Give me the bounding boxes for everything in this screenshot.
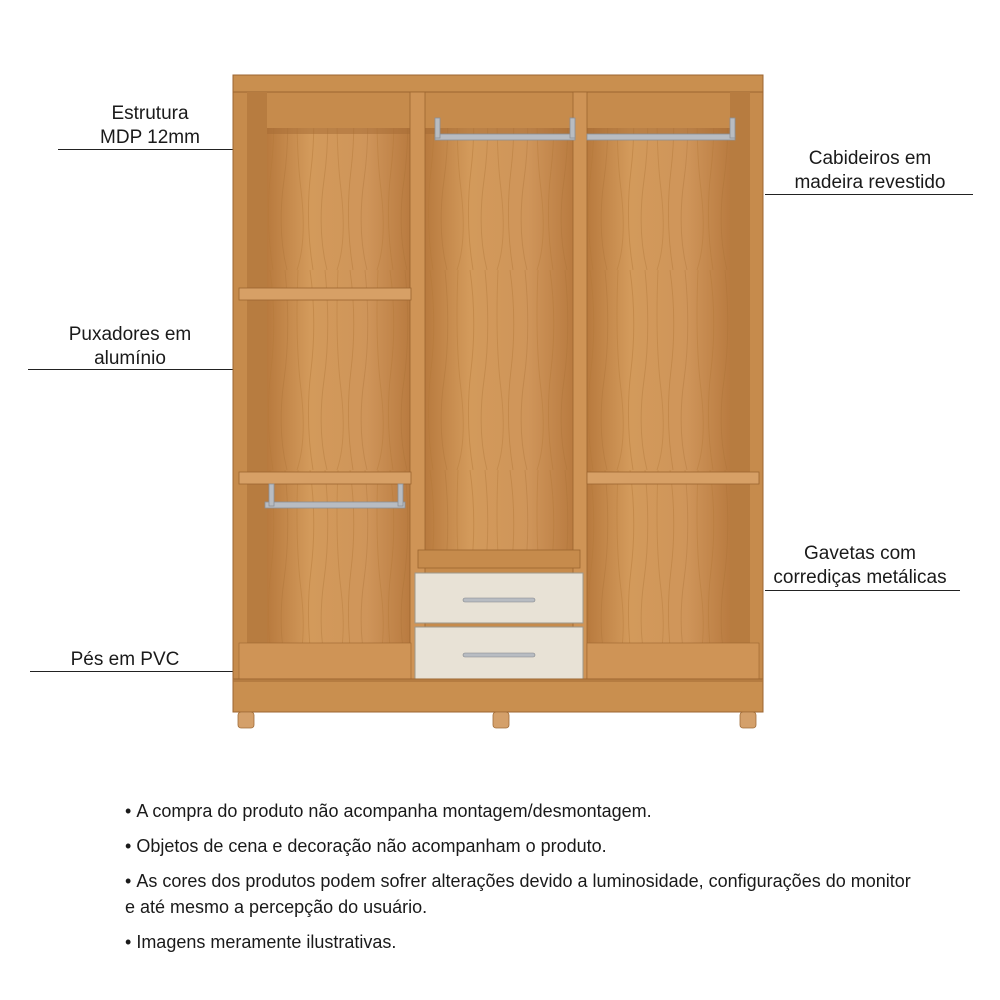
callout-gavetas bbox=[760, 542, 960, 590]
bottom-floor-left bbox=[239, 643, 411, 679]
shelf-right-1 bbox=[587, 472, 759, 484]
callout-gavetas-line1: Gavetas com bbox=[804, 543, 916, 564]
callout-estrutura bbox=[80, 102, 220, 150]
leader-line-pes bbox=[30, 671, 235, 672]
drawer-bottom bbox=[415, 627, 583, 679]
callout-puxadores bbox=[40, 323, 220, 371]
leader-line-estrutura bbox=[58, 149, 235, 150]
shelf-middle bbox=[418, 550, 580, 568]
callout-cabideiros bbox=[770, 147, 970, 195]
callout-cabideiros-line2: madeira revestido bbox=[794, 172, 946, 193]
callout-cabideiros-line1: Cabideiros em bbox=[808, 148, 932, 169]
note-item: • A compra do produto não acompanha montagem/desmontagem. bbox=[125, 801, 652, 821]
drawer-top bbox=[415, 573, 583, 623]
callout-pes bbox=[50, 648, 200, 672]
leader-line-cabideiros bbox=[765, 194, 973, 195]
callout-pes-line1: Pés em PVC bbox=[70, 649, 180, 670]
shelf-left-1 bbox=[239, 288, 411, 300]
leader-line-gavetas bbox=[765, 590, 960, 591]
bottom-floor-right bbox=[587, 643, 759, 679]
callout-puxadores-line2: alumínio bbox=[94, 348, 166, 369]
foot-left bbox=[238, 712, 254, 728]
wardrobe-illustration bbox=[225, 70, 770, 735]
top-board bbox=[233, 75, 763, 93]
shelf-left-2 bbox=[239, 472, 411, 484]
foot-middle bbox=[493, 712, 509, 728]
callout-estrutura-line1: Estrutura bbox=[111, 103, 189, 124]
callout-gavetas-line2: corrediças metálicas bbox=[773, 567, 947, 588]
base-plinth bbox=[233, 679, 763, 712]
leader-line-puxadores bbox=[28, 369, 235, 370]
note-text: Objetos de cena e decoração não acompanham o produto. bbox=[136, 836, 607, 856]
callout-estrutura-line2: MDP 12mm bbox=[100, 127, 200, 148]
drawer-handle-top bbox=[463, 598, 535, 602]
drawer-handle-bottom bbox=[463, 653, 535, 657]
notes-list bbox=[125, 798, 915, 964]
note-text: As cores dos produtos podem sofrer alterações devido a luminosidade, configurações do monitor e até mesmo a percepção do usuário. bbox=[125, 871, 911, 917]
note-text: A compra do produto não acompanha montagem/desmontagem. bbox=[136, 801, 652, 821]
note-item: • Objetos de cena e decoração não acompanham o produto. bbox=[125, 836, 607, 856]
note-text: Imagens meramente ilustrativas. bbox=[136, 932, 397, 952]
note-item: • As cores dos produtos podem sofrer alterações devido a luminosidade, configurações do monitor e até mesmo a percepção do usuário. bbox=[125, 871, 911, 917]
note-item: • Imagens meramente ilustrativas. bbox=[125, 932, 397, 952]
callout-puxadores-line1: Puxadores em bbox=[68, 324, 192, 345]
foot-right bbox=[740, 712, 756, 728]
